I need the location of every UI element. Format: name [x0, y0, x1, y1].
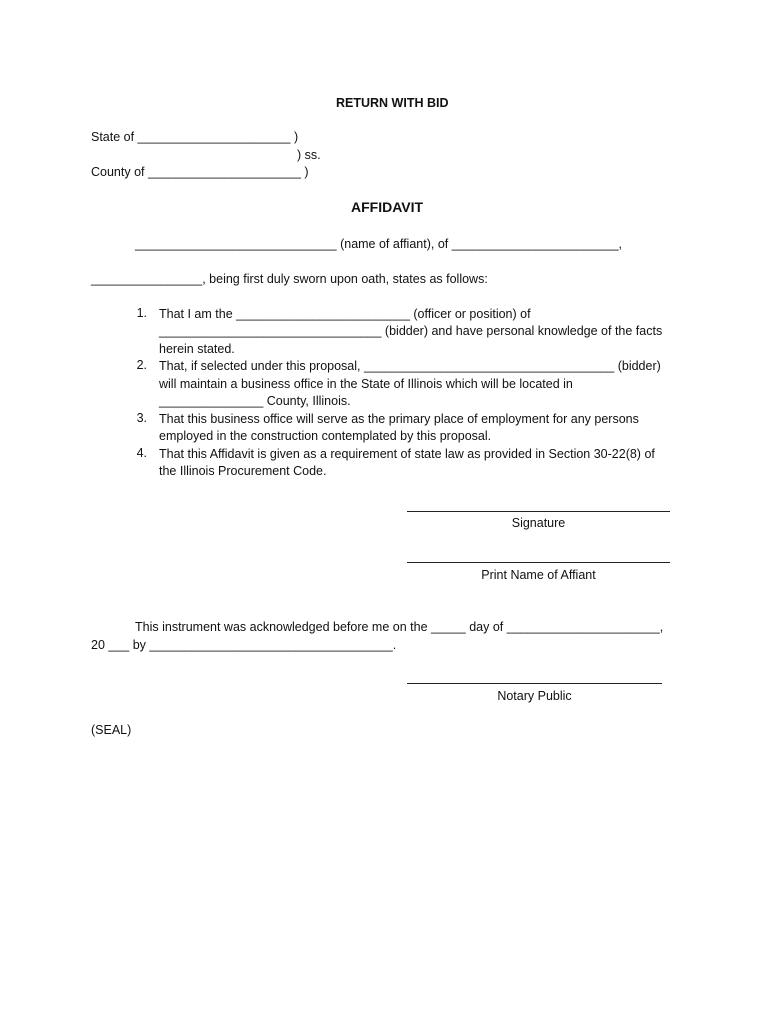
print-name-label: Print Name of Affiant [481, 568, 596, 582]
statement-line: will maintain a business office in the State of Illinois which will be located in [159, 377, 573, 391]
statement-line: herein stated. [159, 342, 235, 356]
statement-line: That, if selected under this proposal, ____________________________________ (bidder) [159, 359, 661, 373]
statement-line: the Illinois Procurement Code. [159, 464, 327, 478]
notary-public-label: Notary Public [497, 689, 572, 703]
statement-line: That this Affidavit is given as a requirement of state law as provided in Section 30-22(8) of [159, 447, 655, 461]
affidavit-heading: AFFIDAVIT [351, 199, 424, 215]
sworn-statement-line: ________________, being first duly sworn upon oath, states as follows: [91, 272, 488, 286]
seal-label: (SEAL) [91, 723, 132, 737]
signature-rule [407, 511, 670, 512]
statement-line: That this business office will serve as the primary place of employment for any persons [159, 412, 639, 426]
statement-number: 4. [136, 446, 147, 460]
acknowledgment-date-line: 20 ___ by ___________________________________. [91, 638, 397, 652]
statement-line: That I am the _________________________ (officer or position) of [159, 307, 531, 321]
state-of-line: State of ______________________ ) [91, 130, 299, 144]
statement-line: employed in the construction contemplated by this proposal. [159, 429, 492, 443]
statement-number: 2. [136, 358, 147, 372]
notary-rule [407, 683, 662, 684]
print-name-rule [407, 562, 670, 563]
county-of-line: County of ______________________ ) [91, 165, 309, 179]
document-title: RETURN WITH BID [336, 96, 449, 110]
statement-line: _______________ County, Illinois. [159, 394, 351, 408]
ss-line: ) ss. [297, 148, 321, 162]
statement-number: 1. [136, 306, 147, 320]
statement-number: 3. [136, 411, 147, 425]
acknowledgment-line: This instrument was acknowledged before me on the _____ day of ______________________, [135, 620, 664, 634]
statement-line: ________________________________ (bidder) and have personal knowledge of the facts [159, 324, 663, 338]
affiant-name-line: _____________________________ (name of affiant), of ________________________, [135, 237, 623, 251]
signature-label: Signature [511, 516, 566, 530]
